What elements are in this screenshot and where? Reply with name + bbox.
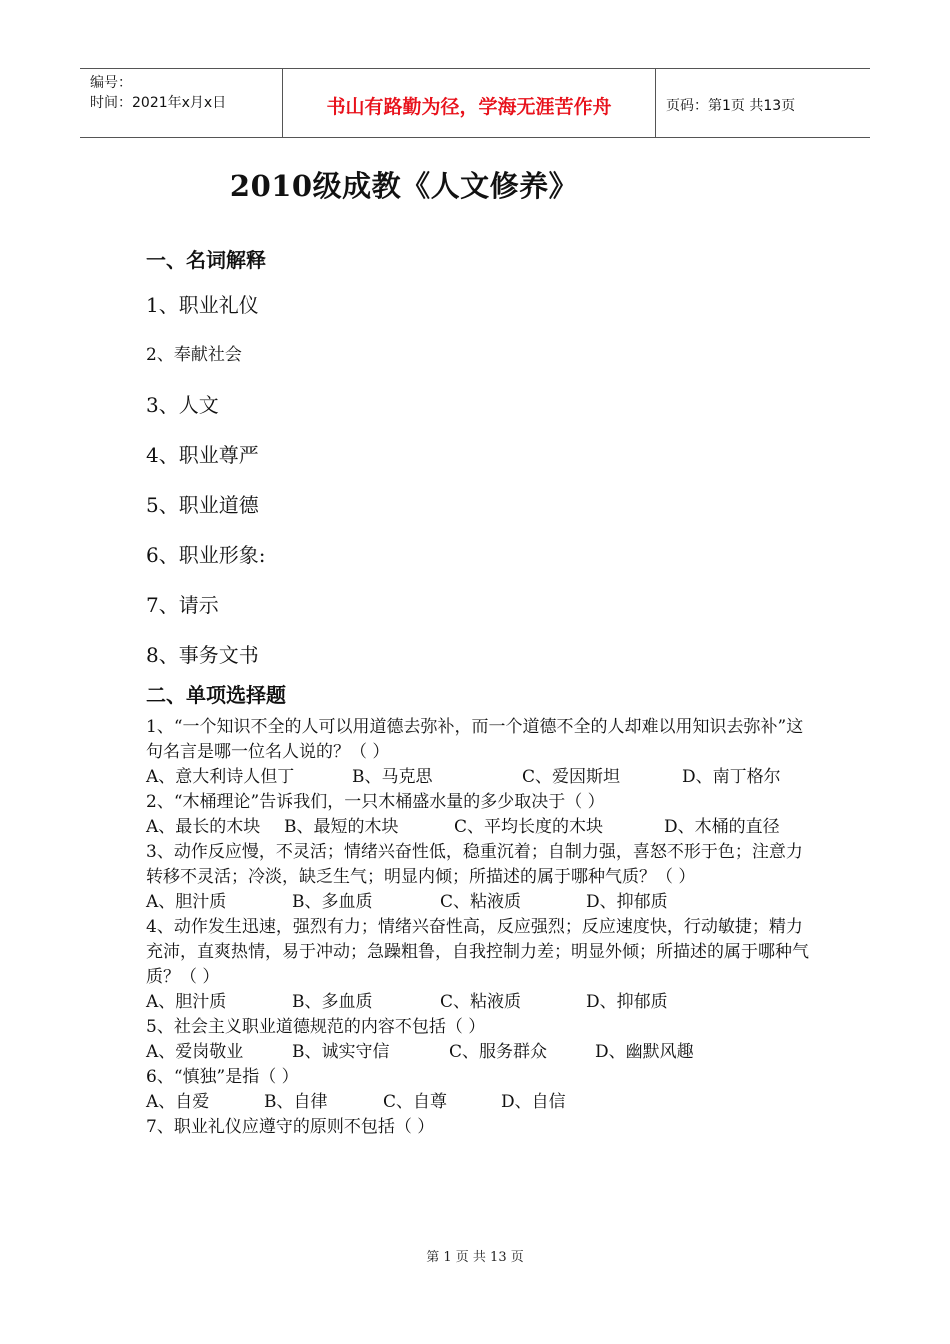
document-title: 2010级成教《人文修养》 — [229, 169, 579, 203]
option: D、幽默风趣 — [595, 1042, 694, 1062]
question-options — [146, 1040, 811, 1065]
question-options — [146, 990, 811, 1015]
page-header — [80, 68, 870, 138]
option: A、爱岗敬业 — [146, 1042, 244, 1062]
option: A、胆汁质 — [146, 892, 227, 912]
option: A、自爱 — [146, 1092, 210, 1112]
option: C、服务群众 — [449, 1042, 548, 1062]
term-item: 2、奉献社会 — [146, 345, 242, 365]
option: B、最短的木块 — [284, 817, 399, 837]
option: C、爱因斯坦 — [522, 767, 621, 787]
option: C、粘液质 — [440, 992, 522, 1012]
number-label: 编号： — [90, 75, 132, 91]
option: D、南丁格尔 — [682, 767, 781, 787]
page-footer: 第 1 页 共 13 页 — [426, 1250, 524, 1265]
option: B、诚实守信 — [292, 1042, 390, 1062]
question-options — [146, 1090, 811, 1115]
header-motto: 书山有路勤为径，学海无涯苦作舟 — [282, 69, 656, 137]
question-options — [146, 890, 811, 915]
question-stem: 4、动作发生迅速，强烈有力；情绪兴奋性高，反应强烈；反应速度快，行动敏捷；精力充沛，直爽热情，易于冲动；急躁粗鲁，自我控制力差；明显外倾；所描述的属于哪种气质？（ ） — [146, 917, 809, 987]
time-label: 时间：2021年x月x日 — [90, 95, 227, 111]
option: B、多血质 — [292, 892, 373, 912]
question-stem: 6、“慎独”是指（ ） — [146, 1067, 299, 1087]
question-options — [146, 815, 811, 840]
option: A、最长的木块 — [146, 817, 261, 837]
option: C、平均长度的木块 — [454, 817, 604, 837]
option: B、多血质 — [292, 992, 373, 1012]
option: D、木桶的直径 — [664, 817, 780, 837]
option: C、粘液质 — [440, 892, 522, 912]
question-stem: 3、动作反应慢，不灵活；情绪兴奋性低，稳重沉着；自制力强，喜怒不形于色；注意力转移不灵活；冷淡，缺乏生气；明显内倾；所描述的属于哪种气质？（ ） — [146, 842, 803, 887]
question-stem: 5、社会主义职业道德规范的内容不包括（ ） — [146, 1017, 486, 1037]
option: A、胆汁质 — [146, 992, 227, 1012]
header-meta — [80, 69, 282, 137]
term-item: 3、人文 — [146, 393, 219, 417]
term-item: 5、职业道德 — [146, 493, 259, 517]
option: B、马克思 — [352, 767, 433, 787]
option: A、意大利诗人但丁 — [146, 767, 295, 787]
option: D、自信 — [501, 1092, 566, 1112]
question-options — [146, 765, 811, 790]
document-body — [146, 240, 811, 1140]
header-page-info: 页码：第1页 共13页 — [666, 98, 796, 114]
question-stem: 7、职业礼仪应遵守的原则不包括（ ） — [146, 1117, 435, 1137]
term-item: 6、职业形象: — [146, 543, 266, 567]
section-heading-terms: 一、名词解释 — [146, 248, 266, 272]
question-stem: 2、“木桶理论”告诉我们，一只木桶盛水量的多少取决于（ ） — [146, 792, 605, 812]
term-item: 1、职业礼仪 — [146, 293, 259, 317]
option: C、自尊 — [383, 1092, 448, 1112]
section-heading-choice: 二、单项选择题 — [146, 683, 286, 707]
option: D、抑郁质 — [586, 892, 668, 912]
term-item: 7、请示 — [146, 593, 219, 617]
option: D、抑郁质 — [586, 992, 668, 1012]
term-item: 4、职业尊严 — [146, 443, 259, 467]
question-stem: 1、“一个知识不全的人可以用道德去弥补，而一个道德不全的人却难以用知识去弥补”这句名言是哪一位名人说的？（ ） — [146, 717, 804, 762]
term-item: 8、事务文书 — [146, 643, 259, 667]
option: B、自律 — [264, 1092, 328, 1112]
